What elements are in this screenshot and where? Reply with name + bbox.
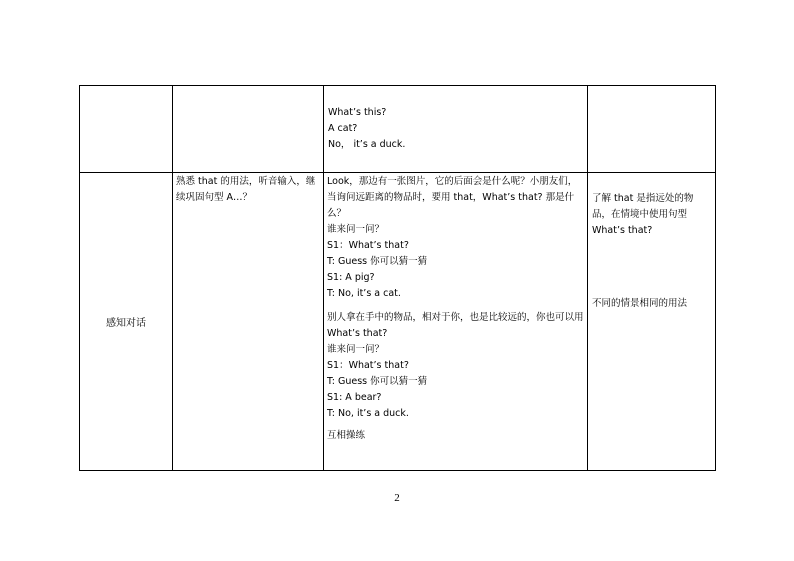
activity-line: S1: A bear?	[327, 392, 382, 403]
objective-cell	[173, 173, 324, 471]
activity-line: 互相操练	[327, 430, 366, 441]
dialogue-line: What’s this?	[328, 107, 387, 118]
activity-line: 谁来问一问？	[327, 344, 385, 355]
activity-line: Look，那边有一张图片，它的后面会是什么呢？小朋友们，当询问远距离的物品时，要用 that，What’s that? 那是什么？	[327, 176, 578, 219]
activity-line: S1：What’s that?	[327, 240, 409, 251]
activity-line: T: No, it’s a cat.	[327, 288, 401, 299]
lesson-plan-table	[79, 85, 716, 471]
table-row	[80, 86, 716, 173]
dialogue-cell	[324, 86, 588, 173]
activity-cell	[324, 173, 588, 471]
page-number: 2	[394, 492, 400, 504]
activity-line: 别人拿在手中的物品，相对于你，也是比较远的，你也可以用 What’s that?	[327, 312, 584, 339]
table-cell	[80, 86, 173, 173]
note-text: 了解 that 是指远处的物品，在情境中使用句型 What’s that?	[592, 193, 694, 236]
activity-line: S1：What’s that?	[327, 360, 409, 371]
activity-line: S1: A pig?	[327, 272, 375, 283]
table-row	[80, 173, 716, 471]
note-text: 不同的情景相同的用法	[592, 298, 688, 309]
activity-line: T: Guess 你可以猜一猜	[327, 376, 428, 387]
note-cell	[588, 173, 716, 471]
activity-line: T: Guess 你可以猜一猜	[327, 256, 428, 267]
dialogue-line: A cat?	[328, 123, 358, 134]
dialogue-line: No， it’s a duck.	[328, 139, 406, 150]
table-cell	[588, 86, 716, 173]
table-cell	[173, 86, 324, 173]
objective-text: 熟悉 that 的用法，听音输入，继续巩固句型 A…？	[176, 176, 316, 203]
activity-line: 谁来问一问？	[327, 224, 385, 235]
activity-line: T: No, it’s a duck.	[327, 408, 409, 419]
stage-label: 感知对话	[80, 173, 173, 471]
